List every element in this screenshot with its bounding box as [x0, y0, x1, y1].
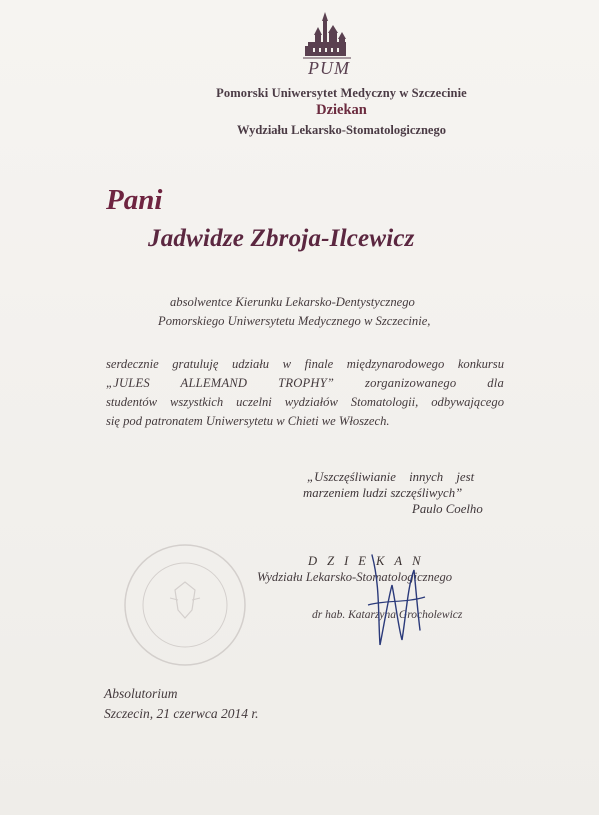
congrats-line-2: „JULES ALLEMAND TROPHY” zorganizowanego dla — [106, 376, 504, 390]
institution-name: Pomorski Uniwersytet Medyczny w Szczecinie — [216, 86, 467, 100]
signature-dean-title: DZIEKAN — [308, 554, 431, 568]
signature-scribble-icon — [350, 545, 440, 655]
salutation: Pani — [106, 184, 163, 216]
logo-text: PUM — [308, 58, 350, 78]
handwritten-signature — [350, 545, 440, 655]
university-logo — [293, 12, 363, 90]
congrats-line-1: serdecznie gratuluję udziału w finale międzynarodowego konkursu — [106, 357, 504, 371]
occasion: Absolutorium — [104, 686, 178, 701]
graduate-line-1: absolwentce Kierunku Lekarsko-Dentystycznego — [170, 295, 415, 309]
signature-faculty: Wydziału Lekarsko-Stomatologicznego — [257, 570, 453, 584]
stamp-seal-icon — [120, 540, 250, 670]
quote-line-1: „Uszczęśliwianie innych jest — [307, 470, 475, 484]
recipient-name: Jadwidze Zbroja-Ilcewicz — [148, 225, 415, 252]
dean-title: Dziekan — [316, 102, 367, 118]
seal-stamp — [120, 540, 250, 670]
congrats-line-3: studentów wszystkich uczelni wydziałów Stomatologii, odbywającego — [106, 395, 504, 409]
quote-line-2: marzeniem ludzi szczęśliwych” — [303, 486, 463, 500]
congrats-line-4: się pod patronatem Uniwersytetu w Chieti we Włoszech. — [106, 414, 390, 428]
place-date: Szczecin, 21 czerwca 2014 r. — [104, 706, 259, 721]
graduate-line-2: Pomorskiego Uniwersytetu Medycznego w Szczecinie, — [158, 314, 431, 328]
quote-author: Paulo Coelho — [412, 502, 483, 516]
faculty-name: Wydziału Lekarsko-Stomatologicznego — [237, 123, 446, 137]
signer-name: dr hab. Katarzyna Grocholewicz — [312, 609, 463, 621]
